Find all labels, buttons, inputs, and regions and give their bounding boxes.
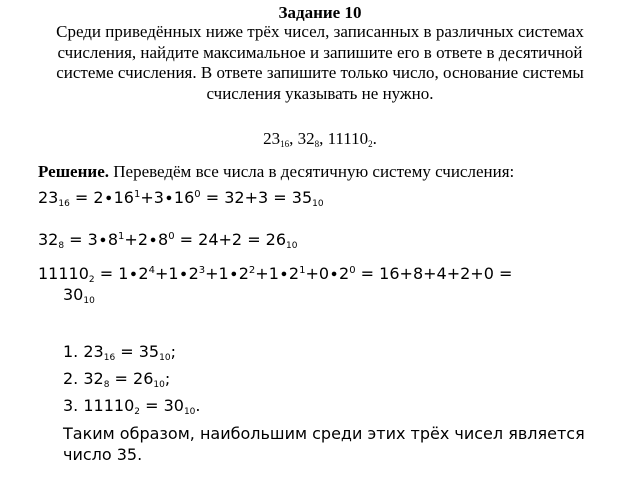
calc-text: +1∙2 (154, 264, 199, 283)
calculation-1 (38, 187, 324, 208)
number-2-base: 8 (314, 139, 320, 149)
result-index: 3. (63, 396, 84, 415)
result-item-2 (63, 368, 170, 389)
calc-base: 16 (58, 199, 70, 209)
calc-exponent: 0 (349, 265, 356, 276)
calc-exponent: 2 (248, 265, 256, 276)
calc-text: +0∙2 (305, 264, 350, 283)
calc-exponent: 1 (299, 265, 306, 276)
calc-text: +1∙2 (205, 264, 249, 283)
calc-text: 32 (38, 230, 59, 249)
result-value: = 26 (109, 369, 154, 388)
number-1-base: 16 (280, 139, 290, 149)
calc-base: 10 (83, 296, 95, 306)
calc-text: +2∙8 (124, 230, 169, 249)
result-index: 1. (63, 342, 84, 361)
calc-text: 23 (38, 188, 59, 207)
task-text: Среди приведённых ниже трёх чисел, записанных в различных системах счисления, найдите максимальное и запишите его в ответе в десятичной системе счисления. В ответе запишите только число, основание системы счисления указывать не нужно. (56, 22, 584, 103)
calc-exponent: 3 (198, 265, 206, 276)
result-value: = 30 (140, 396, 184, 415)
calc-text: = 2∙16 (69, 188, 134, 207)
result-number: 11110 (83, 396, 135, 415)
calc-text: 30 (63, 285, 84, 304)
result-end: . (195, 396, 201, 415)
number-3: 11110 (327, 129, 369, 148)
number-1: 23 (263, 129, 281, 148)
number-3-base: 2 (368, 139, 373, 149)
calc-exponent: 1 (118, 231, 125, 242)
calc-base: 2 (88, 275, 95, 285)
calc-text: = 24+2 = 26 (174, 230, 287, 249)
result-index: 2. (63, 369, 84, 388)
number-2: 32 (297, 129, 315, 148)
result-end: ; (170, 342, 176, 361)
result-item-3 (63, 395, 200, 416)
result-item-1 (63, 341, 176, 362)
period: . (372, 129, 377, 148)
calculation-2 (38, 229, 298, 250)
calc-exponent: 0 (194, 189, 201, 200)
result-base: 2 (134, 407, 140, 417)
calc-text: = 3∙8 (64, 230, 119, 249)
calc-exponent: 0 (168, 231, 175, 242)
result-number: 32 (83, 369, 104, 388)
calc-text: +1∙2 (255, 264, 300, 283)
calc-text: 11110 (38, 264, 89, 283)
calc-base: 8 (58, 241, 65, 251)
calc-text: = 1∙2 (94, 264, 149, 283)
result-base: 10 (183, 407, 196, 417)
result-number: 23 (83, 342, 104, 361)
calc-exponent: 1 (133, 189, 141, 200)
separator: , (289, 129, 298, 148)
separator: , (319, 129, 328, 148)
result-base: 10 (153, 380, 165, 390)
calc-continuation (38, 284, 598, 305)
result-base: 10 (159, 353, 171, 363)
calc-base: 10 (312, 199, 324, 209)
solution-label: Решение. (38, 162, 109, 181)
result-end: ; (164, 369, 171, 388)
conclusion-text: Таким образом, наибольшим среди этих трёх чисел является число 35. (63, 424, 585, 464)
calc-text: +3∙16 (140, 188, 195, 207)
result-base: 16 (103, 353, 116, 363)
calc-text: = 16+8+4+2+0 = (355, 264, 513, 283)
solution-intro (38, 162, 514, 182)
calc-exponent: 4 (148, 265, 155, 276)
task-title: Задание 10 (278, 3, 362, 22)
calc-text: = 32+3 = 35 (200, 188, 313, 207)
numbers-line (0, 129, 640, 149)
calculation-3 (38, 263, 598, 305)
result-base: 8 (103, 380, 110, 390)
result-value: = 35 (115, 342, 160, 361)
calc-base: 10 (286, 241, 298, 251)
solution-intro-text: Переведём все числа в десятичную систему счисления: (109, 162, 515, 181)
